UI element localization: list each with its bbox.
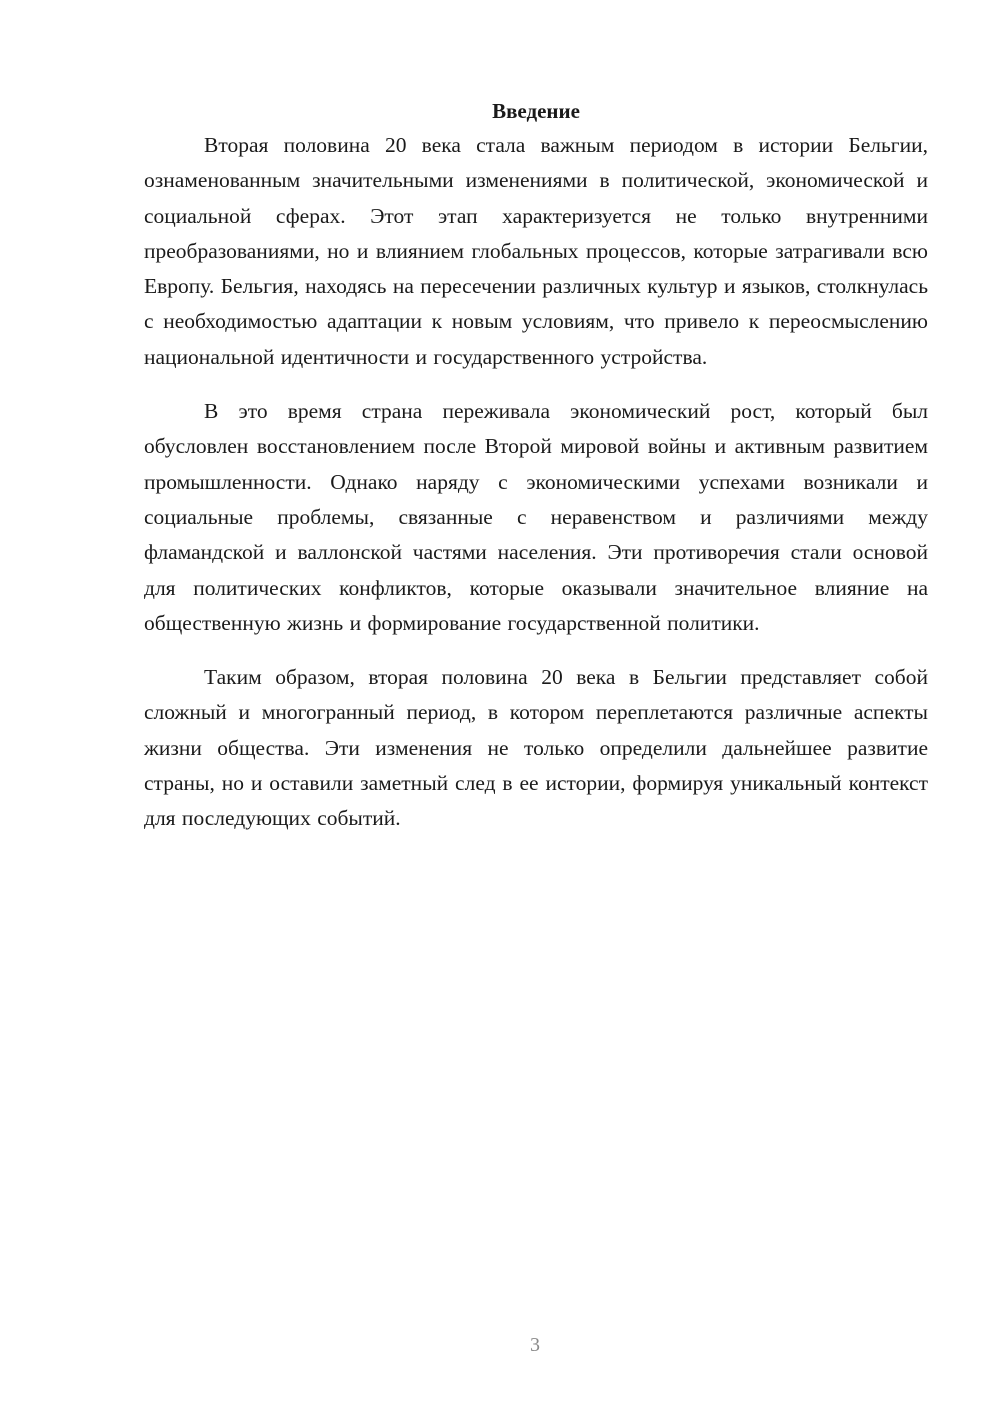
paragraph-1: Вторая половина 20 века стала важным периодом в истории Бельгии, ознаменованным значительными изменениями в политической, экономической и социальной сферах. Этот этап характеризуется не только внутренними преобразованиями, но и влиянием глобальных процессов, которые затрагивали всю Европу. Бельгия, находясь на пересечении различных культур и языков, столкнулась с необходимостью адаптации к новым условиям, что привело к переосмыслению национальной идентичности и государственного устройства. xyxy=(144,133,928,369)
page-title: Введение xyxy=(492,99,580,123)
paragraph-3: Таким образом, вторая половина 20 века в Бельгии представляет собой сложный и многогранный период, в котором переплетаются различные аспекты жизни общества. Эти изменения не только определили дальнейшее развитие страны, но и оставили заметный след в ее истории, формируя уникальный контекст для последующих событий. xyxy=(144,665,928,831)
page-number: 3 xyxy=(530,1334,540,1356)
paragraph-2: В это время страна переживала экономический рост, который был обусловлен восстановлением после Второй мировой войны и активным развитием промышленности. Однако наряду с экономическими успехами возникали и социальные проблемы, связанные с неравенством и различиями между фламандской и валлонской частями населения. Эти противоречия стали основой для политических конфликтов, которые оказывали значительное влияние на общественную жизнь и формирование государственной политики. xyxy=(144,399,928,635)
page-content xyxy=(144,96,928,856)
